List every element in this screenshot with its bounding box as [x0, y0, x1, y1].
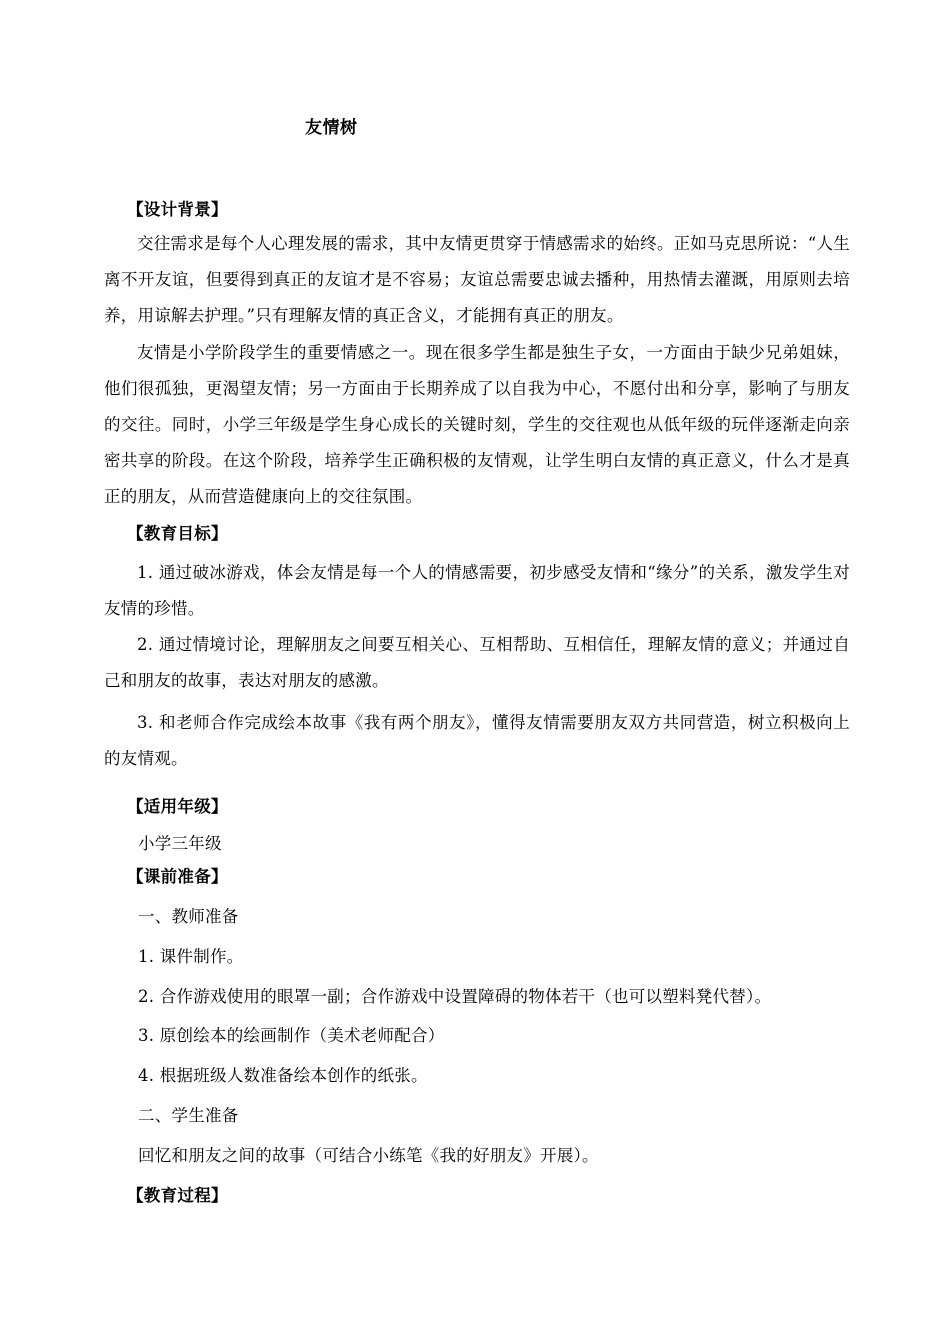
section-heading-grade: 【适用年级】 — [127, 797, 228, 816]
grade-text: 小学三年级 — [138, 834, 222, 853]
goal-item-2: 2. 通过情境讨论，理解朋友之间要互相关心、互相帮助、互相信任，理解友情的意义；并通过自己和朋友的故事，表达对朋友的感激。 — [104, 635, 850, 690]
goal-item-3: 3. 和老师合作完成绘本故事《我有两个朋友》，懂得友情需要朋友双方共同营造，树立积极向上的友情观。 — [104, 713, 850, 768]
section-heading-goals: 【教育目标】 — [127, 524, 228, 543]
student-prep-heading: 二、学生准备 — [138, 1106, 239, 1125]
section-heading-process: 【教育过程】 — [127, 1186, 228, 1205]
section-heading-preparation: 【课前准备】 — [127, 867, 228, 886]
teacher-prep-item-4: 4. 根据班级人数准备绘本创作的纸张。 — [138, 1066, 428, 1085]
teacher-prep-item-3: 3. 原创绘本的绘画制作（美术老师配合） — [138, 1026, 445, 1045]
document-title: 友情树 — [305, 118, 358, 138]
student-prep-text: 回忆和朋友之间的故事（可结合小练笔《我的好朋友》开展）。 — [138, 1146, 599, 1165]
teacher-prep-item-1: 1. 课件制作。 — [138, 947, 244, 966]
background-paragraph-2: 友情是小学阶段学生的重要情感之一。现在很多学生都是独生子女，一方面由于缺少兄弟姐妹，他们很孤独，更渴望友情；另一方面由于长期养成了以自我为中心，不愿付出和分享，影响了与朋友的交往。同时，小学三年级是学生身心成长的关键时刻，学生的交往观也从低年级的玩伴逐渐走向亲密共享的阶段。在这个阶段，培养学生正确积极的友情观，让学生明白友情的真正意义，什么才是真正的朋友，从而营造健康向上的交往氛围。 — [104, 343, 850, 506]
teacher-prep-heading: 一、教师准备 — [138, 907, 239, 926]
goal-item-1: 1. 通过破冰游戏，体会友情是每一个人的情感需要，初步感受友情和“缘分”的关系，激发学生对友情的珍惜。 — [104, 563, 850, 618]
teacher-prep-item-2: 2. 合作游戏使用的眼罩一副；合作游戏中设置障碍的物体若干（也可以塑料凳代替）。 — [138, 987, 772, 1006]
background-paragraph-1: 交往需求是每个人心理发展的需求，其中友情更贯穿于情感需求的始终。正如马克思所说：“人生离不开友谊，但要得到真正的友谊才是不容易；友谊总需要忠诚去播种，用热情去灌溉，用原则去培养，用谅解去护理。”只有理解友情的真正含义，才能拥有真正的朋友。 — [104, 234, 850, 325]
section-heading-background: 【设计背景】 — [127, 200, 228, 219]
